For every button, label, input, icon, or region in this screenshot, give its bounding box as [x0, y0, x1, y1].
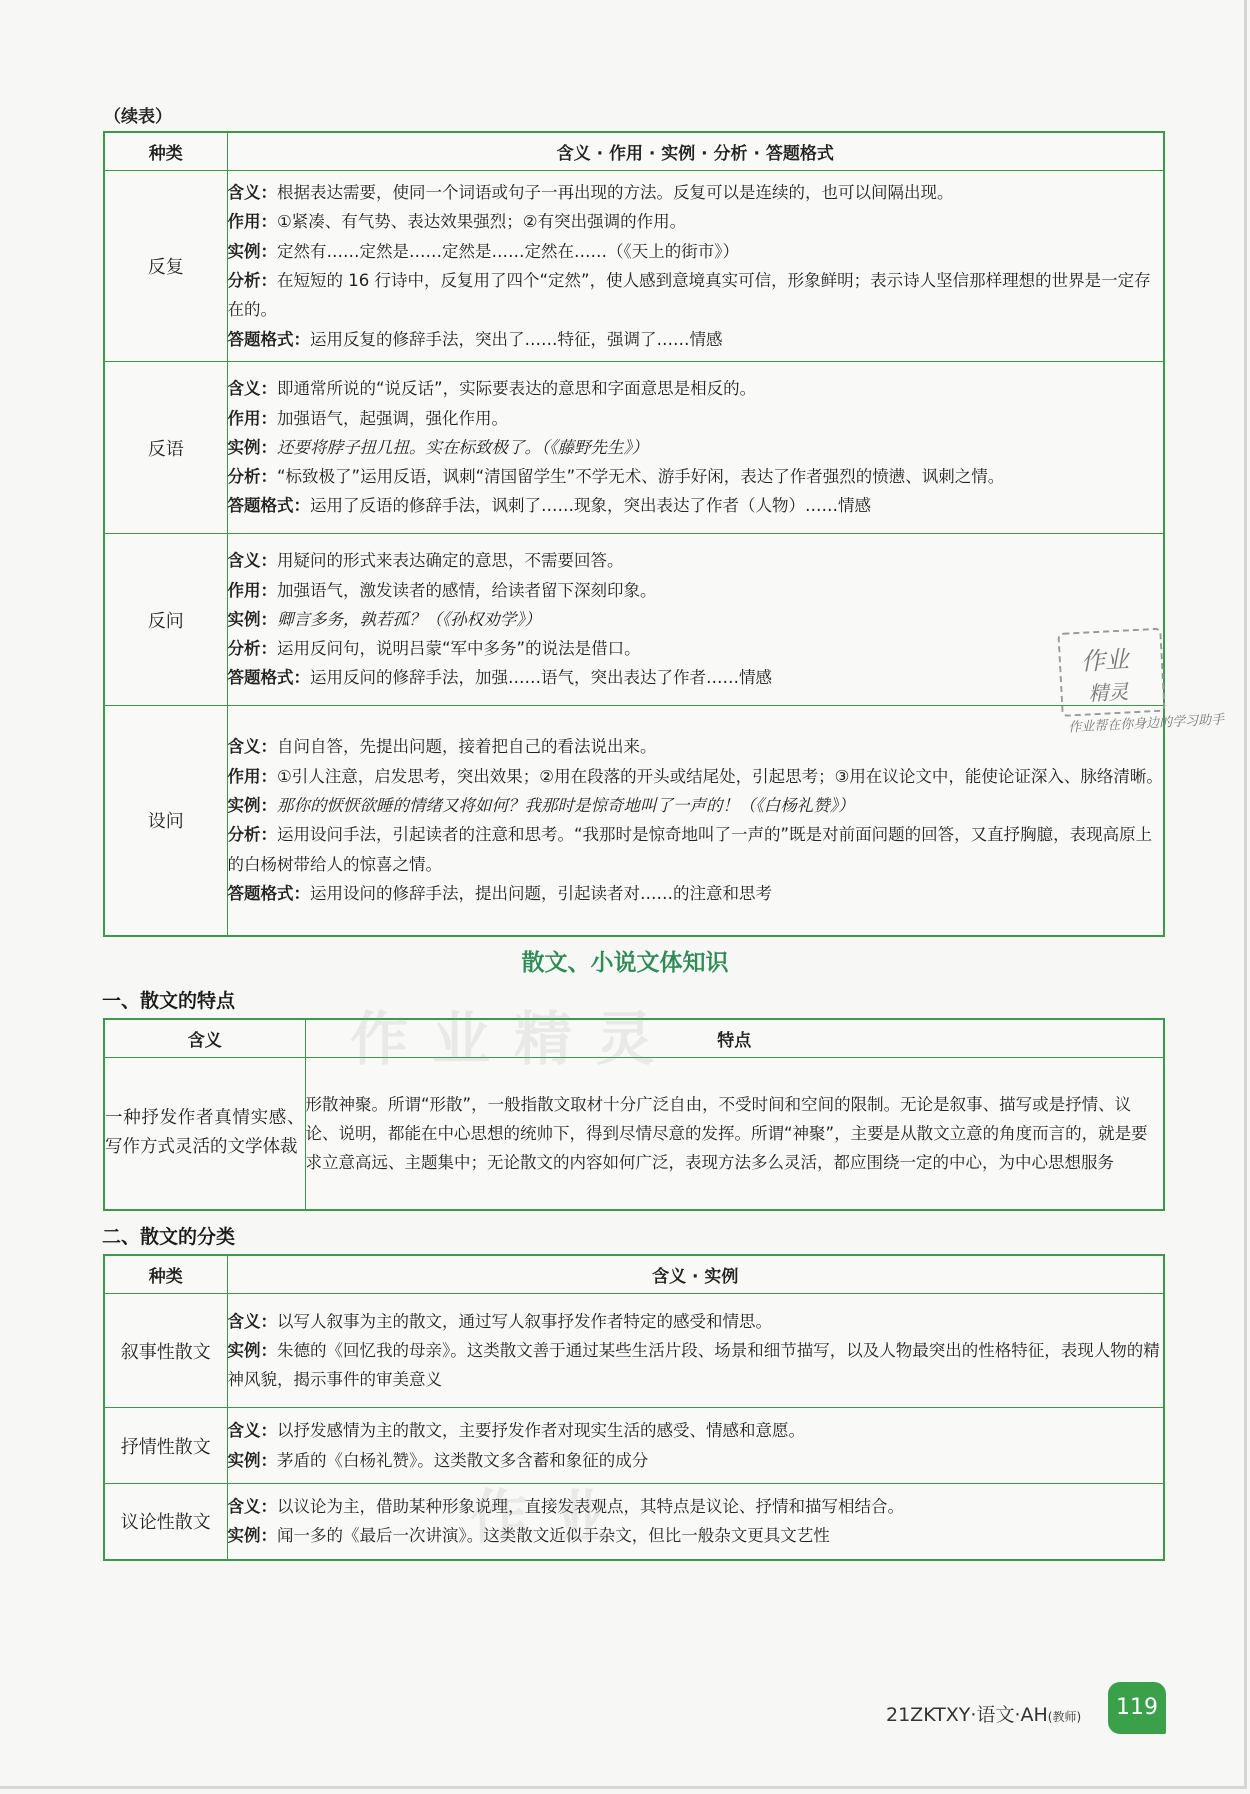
line-answer-format: 答题格式：运用反问的修辞手法，加强……语气，突出表达了作者……情感: [227, 668, 772, 688]
line-example: 实例：定然有……定然是……定然是……定然在……（《天上的街市》）: [227, 241, 739, 261]
header-definition: 含义: [104, 1019, 305, 1058]
row-kind: 反语: [104, 362, 227, 534]
line-analysis: 分析：在短短的 16 行诗中，反复用了四个“定然”，使人感到意境真实可信，形象鲜明；表示诗人坚信那样理想的世界是一定存在的。: [227, 271, 1151, 320]
heading-prose-types: 二、散文的分类: [102, 1226, 236, 1248]
row-kind: 抒情性散文: [104, 1408, 227, 1484]
line-meaning: 含义：用疑问的形式来表达确定的意思，不需要回答。: [227, 551, 624, 571]
prose-types-header: [104, 1255, 1164, 1294]
table-row: [104, 1484, 1164, 1560]
row-content: [227, 1484, 1164, 1560]
line-meaning: 含义：以写人叙事为主的散文，通过写人叙事抒发作者特定的感受和情思。: [227, 1311, 772, 1331]
line-answer-format: 答题格式：运用了反语的修辞手法，讽刺了……现象，突出表达了作者（人物）……情感: [227, 496, 871, 516]
row-content: [227, 706, 1164, 936]
stamp-text-3: 作业帮在你身边的学习助手: [1067, 712, 1225, 736]
header-content: 含义 · 作用 · 实例 · 分析 · 答题格式: [227, 132, 1164, 171]
prose-features-header: [104, 1019, 1164, 1058]
line-answer-format: 答题格式：运用反复的修辞手法，突出了……特征，强调了……情感: [227, 329, 723, 349]
prose-features-table: [103, 1018, 1165, 1211]
continued-label: （续表）: [104, 107, 172, 127]
line-analysis: 分析：运用设问手法，引起读者的注意和思考。“我那时是惊奇地叫了一声的”既是对前面问题的回答，又直抒胸臆，表现高原上的白杨树带给人的惊喜之情。: [227, 825, 1153, 874]
line-example: 实例：茅盾的《白杨礼赞》。这类散文多含蓄和象征的成分: [227, 1450, 649, 1470]
features-cell: 形散神聚。所谓“形散”，一般指散文取材十分广泛自由，不受时间和空间的限制。无论是叙事、描写或是抒情、议论、说明，都能在中心思想的统帅下，得到尽情尽意的发挥。所谓“神聚”，主要是从散文立意的角度而言的，就是要求立意高远、主题集中；无论散文的内容如何广泛，表现方法多么灵活，都应围绕一定的中心，为中心思想服务: [305, 1058, 1164, 1210]
row-kind: 议论性散文: [104, 1484, 227, 1560]
page-number-badge: 119: [1108, 1682, 1166, 1734]
line-answer-format: 答题格式：运用设问的修辞手法，提出问题，引起读者对……的注意和思考: [227, 883, 772, 903]
header-kind: 种类: [104, 1255, 227, 1294]
table-row: [104, 362, 1164, 534]
line-meaning: 含义：即通常所说的“说反话”，实际要表达的意思和字面意思是相反的。: [227, 379, 757, 399]
line-meaning: 含义：以抒发感情为主的散文，主要抒发作者对现实生活的感受、情感和意愿。: [227, 1421, 805, 1441]
line-example: 实例：闻一多的《最后一次讲演》。这类散文近似于杂文，但比一般杂文更具文艺性: [227, 1526, 830, 1546]
line-example: 实例：还要将脖子扭几扭。实在标致极了。（《藤野先生》）: [227, 437, 649, 457]
row-kind: 反问: [104, 534, 227, 706]
row-content: [227, 362, 1164, 534]
table-row: [104, 1294, 1164, 1408]
table-row: [104, 706, 1164, 936]
table-row: [104, 1058, 1164, 1210]
section-title: 散文、小说文体知识: [521, 950, 729, 976]
definition-cell: 一种抒发作者真情实感、写作方式灵活的文学体裁: [104, 1058, 305, 1210]
header-kind: 种类: [104, 132, 227, 171]
line-function: 作用：①引人注意，启发思考，突出效果；②用在段落的开头或结尾处，引起思考；③用在议论文中，能使论证深入、脉络清晰。: [227, 766, 1163, 786]
line-example: 实例：朱德的《回忆我的母亲》。这类散文善于通过某些生活片段、场景和细节描写，以及人物最突出的性格特征，表现人物的精神风貌，揭示事件的审美意义: [227, 1340, 1160, 1390]
stamp-text-1: 作业: [1080, 645, 1130, 676]
header-features: 特点: [305, 1019, 1164, 1058]
table-row: [104, 534, 1164, 706]
line-meaning: 含义：自问自答，先提出问题，接着把自己的看法说出来。: [227, 737, 657, 757]
row-kind: 反复: [104, 171, 227, 362]
row-content: [227, 171, 1164, 362]
line-meaning: 含义：根据表达需要，使同一个词语或句子一再出现的方法。反复可以是连续的，也可以间隔出现。: [227, 183, 954, 203]
line-function: 作用：加强语气，起强调，强化作用。: [227, 408, 508, 428]
stamp-text-2: 精灵: [1087, 679, 1130, 706]
line-analysis: 分析：“标致极了”运用反语，讽刺“清国留学生”不学无术、游手好闲，表达了作者强烈的愤懑、讽刺之情。: [227, 467, 1005, 487]
row-kind: 设问: [104, 706, 227, 936]
table-row: [104, 1408, 1164, 1484]
header-meaning-example: 含义 · 实例: [227, 1255, 1164, 1294]
line-meaning: 含义：以议论为主，借助某种形象说理，直接发表观点，其特点是议论、抒情和描写相结合。: [227, 1496, 904, 1516]
row-content: [227, 1408, 1164, 1484]
prose-types-table: [103, 1254, 1165, 1561]
rhetoric-table: [103, 131, 1165, 937]
line-example: 实例：卿言多务，孰若孤？（《孙权劝学》）: [227, 609, 541, 629]
line-function: 作用：①紧凑、有气势、表达效果强烈；②有突出强调的作用。: [227, 212, 687, 232]
heading-prose-features: 一、散文的特点: [102, 990, 236, 1012]
line-function: 作用：加强语气，激发读者的感情，给读者留下深刻印象。: [227, 580, 657, 600]
zuoye-stamp-logo: [1043, 622, 1225, 741]
rhetoric-table-header: [104, 132, 1164, 171]
row-content: [227, 1294, 1164, 1408]
footer-code: 21ZKTXY·语文·AH(教师): [886, 1704, 1082, 1726]
row-content: [227, 534, 1164, 706]
row-kind: 叙事性散文: [104, 1294, 227, 1408]
line-analysis: 分析：运用反问句，说明吕蒙“军中多务”的说法是借口。: [227, 639, 641, 659]
line-example: 实例：那你的恹恹欲睡的情绪又将如何？我那时是惊奇地叫了一声的！（《白杨礼赞》）: [227, 795, 855, 815]
table-row: [104, 171, 1164, 362]
